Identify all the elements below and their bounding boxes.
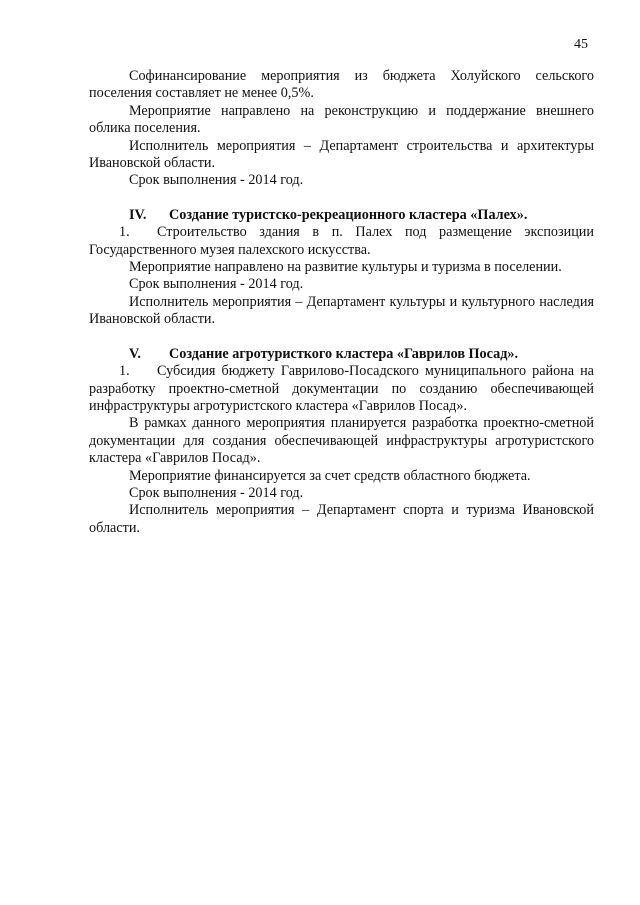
list-item-number: 1. <box>119 363 130 380</box>
paragraph-executor: Исполнитель мероприятия – Департамент спорта и туризма Ивановской области. <box>89 502 594 536</box>
paragraph-deadline: Срок выполнения - 2014 год. <box>129 484 304 501</box>
paragraph-cofinancing: Софинансирование мероприятия из бюджета Холуйского сельского поселения составляет не менее 0,5%. <box>89 68 594 102</box>
list-item-text: Субсидия бюджету Гаврилово-Посадского муниципального района на разработку проектно-сметной документации по созданию обеспечивающей инфраструктуры агротуристского кластера «Гаврилов Посад». <box>89 363 594 414</box>
paragraph-purpose: Мероприятие направлено на реконструкцию и поддержание внешнего облика поселения. <box>89 102 594 137</box>
page-number: 45 <box>574 37 588 52</box>
section-number: IV. <box>129 206 147 223</box>
paragraph-description: В рамках данного мероприятия планируется разработка проектно-сметной документации для создания обеспечивающей инфраструктуры агротуристского кластера «Гаврилов Посад». <box>89 415 594 467</box>
section-number: V. <box>129 345 141 362</box>
paragraph-deadline: Срок выполнения - 2014 год. <box>129 172 304 189</box>
paragraph-financing: Мероприятие финансируется за счет средств областного бюджета. <box>129 467 531 484</box>
document-body <box>89 68 594 537</box>
list-item <box>89 363 594 415</box>
paragraph-executor: Исполнитель мероприятия – Департамент культуры и культурного наследия Ивановской области. <box>89 293 594 328</box>
list-item <box>89 224 594 259</box>
list-item-number: 1. <box>119 224 130 241</box>
section-title: Создание агротуристкого кластера «Гаврилов Посад». <box>169 345 519 362</box>
section-title: Создание туристско-рекреационного кластера «Палех». <box>169 206 528 223</box>
list-item-text: Строительство здания в п. Палех под размещение экспозиции Государственного музея палехского искусства. <box>89 224 594 258</box>
section-heading-iv <box>89 207 594 224</box>
paragraph-deadline: Срок выполнения - 2014 год. <box>129 276 304 293</box>
section-heading-v <box>89 346 594 363</box>
paragraph-executor: Исполнитель мероприятия – Департамент строительства и архитектуры Ивановской области. <box>89 137 594 172</box>
paragraph-purpose: Мероприятие направлено на развитие культуры и туризма в поселении. <box>129 259 562 276</box>
